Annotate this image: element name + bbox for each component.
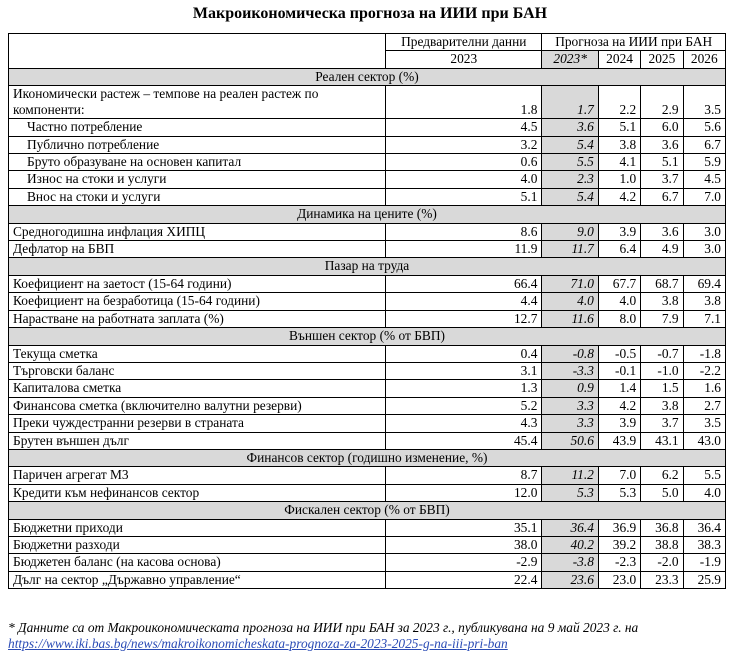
value-2026: 5.6 xyxy=(683,119,725,136)
table-row xyxy=(9,467,726,484)
section-header-row xyxy=(9,68,726,85)
section-title: Реален сектор (%) xyxy=(9,68,726,85)
value-prelim-2023: 3.1 xyxy=(386,362,542,379)
table-row xyxy=(9,86,726,119)
table-row xyxy=(9,484,726,501)
value-2024: 6.4 xyxy=(598,241,640,258)
section-header-row xyxy=(9,206,726,223)
value-2025: 2.9 xyxy=(641,86,683,119)
value-prelim-2023: 4.0 xyxy=(386,171,542,188)
value-2024: 1.4 xyxy=(598,380,640,397)
row-label: Дълг на сектор „Държавно управление“ xyxy=(9,571,386,588)
value-prelim-2023: 1.8 xyxy=(386,86,542,119)
value-2026: 36.4 xyxy=(683,519,725,536)
value-2024: -0.5 xyxy=(598,345,640,362)
table-row xyxy=(9,136,726,153)
section-header-row xyxy=(9,449,726,466)
value-prelim-2023: 0.6 xyxy=(386,154,542,171)
value-forecast-2023: 2.3 xyxy=(542,171,598,188)
row-label: Капиталова сметка xyxy=(9,380,386,397)
value-2026: 2.7 xyxy=(683,397,725,414)
table-row xyxy=(9,293,726,310)
row-label: Средногодишна инфлация ХИПЦ xyxy=(9,223,386,240)
value-prelim-2023: 38.0 xyxy=(386,536,542,553)
value-2025: 3.8 xyxy=(641,397,683,414)
value-forecast-2023: 5.4 xyxy=(542,188,598,205)
value-forecast-2023: 1.7 xyxy=(542,86,598,119)
value-2025: 6.7 xyxy=(641,188,683,205)
table-row xyxy=(9,119,726,136)
value-2026: 7.1 xyxy=(683,310,725,327)
header-year-2026: 2026 xyxy=(683,51,725,68)
section-header-row xyxy=(9,258,726,275)
value-2026: -1.9 xyxy=(683,554,725,571)
forecast-table xyxy=(8,33,726,589)
value-prelim-2023: 66.4 xyxy=(386,275,542,292)
value-prelim-2023: 3.2 xyxy=(386,136,542,153)
header-empty-cell xyxy=(9,34,386,69)
value-forecast-2023: 11.2 xyxy=(542,467,598,484)
row-label: Внос на стоки и услуги xyxy=(9,188,386,205)
row-label: Износ на стоки и услуги xyxy=(9,171,386,188)
value-2026: -1.8 xyxy=(683,345,725,362)
value-2026: 3.0 xyxy=(683,223,725,240)
table-row xyxy=(9,154,726,171)
row-label: Частно потребление xyxy=(9,119,386,136)
header-year-2025: 2025 xyxy=(641,51,683,68)
value-prelim-2023: 1.3 xyxy=(386,380,542,397)
value-2025: 38.8 xyxy=(641,536,683,553)
row-label: Коефициент на безработица (15-64 години) xyxy=(9,293,386,310)
value-2026: 5.5 xyxy=(683,467,725,484)
value-forecast-2023: 11.6 xyxy=(542,310,598,327)
table-row xyxy=(9,397,726,414)
section-header-row xyxy=(9,502,726,519)
footnote xyxy=(8,620,736,652)
row-label: Търговски баланс xyxy=(9,362,386,379)
row-label: Преки чуждестранни резерви в страната xyxy=(9,415,386,432)
row-label: Нарастване на работната заплата (%) xyxy=(9,310,386,327)
value-2026: 43.0 xyxy=(683,432,725,449)
value-2025: 3.6 xyxy=(641,223,683,240)
table-row xyxy=(9,188,726,205)
value-2026: 3.8 xyxy=(683,293,725,310)
value-2026: 25.9 xyxy=(683,571,725,588)
value-forecast-2023: 11.7 xyxy=(542,241,598,258)
value-prelim-2023: 35.1 xyxy=(386,519,542,536)
value-2025: 1.5 xyxy=(641,380,683,397)
section-title: Пазар на труда xyxy=(9,258,726,275)
value-2024: -2.3 xyxy=(598,554,640,571)
value-forecast-2023: 23.6 xyxy=(542,571,598,588)
value-forecast-2023: -0.8 xyxy=(542,345,598,362)
value-2024: 3.9 xyxy=(598,223,640,240)
value-forecast-2023: 0.9 xyxy=(542,380,598,397)
value-2024: 4.1 xyxy=(598,154,640,171)
value-prelim-2023: 5.2 xyxy=(386,397,542,414)
header-prelim-year: 2023 xyxy=(386,51,542,68)
value-forecast-2023: 3.3 xyxy=(542,397,598,414)
value-2024: -0.1 xyxy=(598,362,640,379)
value-prelim-2023: 5.1 xyxy=(386,188,542,205)
footnote-link[interactable]: https://www.iki.bas.bg/news/makroikonomicheskata-prognoza-za-2023-2025-g-na-iii-pri-ban xyxy=(8,636,508,651)
value-2024: 4.2 xyxy=(598,188,640,205)
value-2025: -2.0 xyxy=(641,554,683,571)
value-2024: 3.8 xyxy=(598,136,640,153)
row-label: Бюджетни разходи xyxy=(9,536,386,553)
value-2024: 43.9 xyxy=(598,432,640,449)
row-label: Брутен външен дълг xyxy=(9,432,386,449)
value-2025: 5.0 xyxy=(641,484,683,501)
table-row xyxy=(9,275,726,292)
value-forecast-2023: -3.3 xyxy=(542,362,598,379)
header-forecast-label: Прогноза на ИИИ при БАН xyxy=(542,34,726,51)
value-forecast-2023: 36.4 xyxy=(542,519,598,536)
value-2024: 5.3 xyxy=(598,484,640,501)
value-prelim-2023: 4.5 xyxy=(386,119,542,136)
table-row xyxy=(9,536,726,553)
row-label: Паричен агрегат М3 xyxy=(9,467,386,484)
value-forecast-2023: 5.5 xyxy=(542,154,598,171)
value-prelim-2023: 22.4 xyxy=(386,571,542,588)
value-2026: 4.5 xyxy=(683,171,725,188)
section-title: Динамика на цените (%) xyxy=(9,206,726,223)
value-prelim-2023: 8.7 xyxy=(386,467,542,484)
value-2025: 36.8 xyxy=(641,519,683,536)
value-2024: 23.0 xyxy=(598,571,640,588)
value-2025: 6.2 xyxy=(641,467,683,484)
table-row xyxy=(9,310,726,327)
value-2024: 4.0 xyxy=(598,293,640,310)
header-year-2023-forecast: 2023* xyxy=(542,51,598,68)
table-row xyxy=(9,554,726,571)
table-row xyxy=(9,380,726,397)
value-2026: 1.6 xyxy=(683,380,725,397)
value-prelim-2023: 4.4 xyxy=(386,293,542,310)
row-label: Икономически растеж – темпове на реален растеж по компоненти: xyxy=(9,86,386,119)
value-forecast-2023: 4.0 xyxy=(542,293,598,310)
value-2024: 3.9 xyxy=(598,415,640,432)
value-2025: 5.1 xyxy=(641,154,683,171)
table-row xyxy=(9,241,726,258)
value-2025: 7.9 xyxy=(641,310,683,327)
value-2025: 4.9 xyxy=(641,241,683,258)
value-2026: 5.9 xyxy=(683,154,725,171)
value-prelim-2023: 4.3 xyxy=(386,415,542,432)
value-2026: 69.4 xyxy=(683,275,725,292)
section-title: Финансов сектор (годишно изменение, %) xyxy=(9,449,726,466)
value-2026: 3.5 xyxy=(683,86,725,119)
value-2024: 2.2 xyxy=(598,86,640,119)
value-2025: 3.8 xyxy=(641,293,683,310)
page-title: Макроикономическа прогноза на ИИИ при БАН xyxy=(192,5,548,22)
value-forecast-2023: 5.3 xyxy=(542,484,598,501)
section-title: Външен сектор (% от БВП) xyxy=(9,328,726,345)
table-row xyxy=(9,171,726,188)
value-2024: 39.2 xyxy=(598,536,640,553)
row-label: Финансова сметка (включително валутни резерви) xyxy=(9,397,386,414)
value-prelim-2023: 11.9 xyxy=(386,241,542,258)
value-prelim-2023: 8.6 xyxy=(386,223,542,240)
value-2025: 3.7 xyxy=(641,171,683,188)
value-prelim-2023: 12.0 xyxy=(386,484,542,501)
table-row xyxy=(9,519,726,536)
value-forecast-2023: 9.0 xyxy=(542,223,598,240)
value-2026: 38.3 xyxy=(683,536,725,553)
value-2025: 3.6 xyxy=(641,136,683,153)
table-row xyxy=(9,571,726,588)
header-prelim-label: Предварителни данни xyxy=(386,34,542,51)
table-row xyxy=(9,432,726,449)
value-prelim-2023: 0.4 xyxy=(386,345,542,362)
value-2025: 3.7 xyxy=(641,415,683,432)
value-prelim-2023: 12.7 xyxy=(386,310,542,327)
value-2025: -1.0 xyxy=(641,362,683,379)
row-label: Текуща сметка xyxy=(9,345,386,362)
row-label: Публично потребление xyxy=(9,136,386,153)
value-2024: 36.9 xyxy=(598,519,640,536)
value-2026: 6.7 xyxy=(683,136,725,153)
row-label: Бюджетен баланс (на касова основа) xyxy=(9,554,386,571)
value-2026: -2.2 xyxy=(683,362,725,379)
value-2025: 6.0 xyxy=(641,119,683,136)
table-row xyxy=(9,345,726,362)
value-forecast-2023: -3.8 xyxy=(542,554,598,571)
value-2026: 3.5 xyxy=(683,415,725,432)
section-header-row xyxy=(9,328,726,345)
row-label: Бруто образуване на основен капитал xyxy=(9,154,386,171)
value-2024: 67.7 xyxy=(598,275,640,292)
value-prelim-2023: -2.9 xyxy=(386,554,542,571)
value-2024: 5.1 xyxy=(598,119,640,136)
value-2026: 7.0 xyxy=(683,188,725,205)
footnote-text: * Данните са от Макроикономическата прогноза на ИИИ при БАН за 2023 г., публикувана на 9 май 2023 г. на xyxy=(8,620,639,635)
table-row xyxy=(9,223,726,240)
table-row xyxy=(9,362,726,379)
value-forecast-2023: 5.4 xyxy=(542,136,598,153)
value-2026: 3.0 xyxy=(683,241,725,258)
row-label: Бюджетни приходи xyxy=(9,519,386,536)
value-2025: -0.7 xyxy=(641,345,683,362)
value-forecast-2023: 3.6 xyxy=(542,119,598,136)
value-2025: 43.1 xyxy=(641,432,683,449)
value-forecast-2023: 40.2 xyxy=(542,536,598,553)
section-title: Фискален сектор (% от БВП) xyxy=(9,502,726,519)
value-2024: 8.0 xyxy=(598,310,640,327)
table-row xyxy=(9,415,726,432)
value-2025: 68.7 xyxy=(641,275,683,292)
value-2025: 23.3 xyxy=(641,571,683,588)
header-year-2024: 2024 xyxy=(598,51,640,68)
value-2026: 4.0 xyxy=(683,484,725,501)
row-label: Коефициент на заетост (15-64 години) xyxy=(9,275,386,292)
value-forecast-2023: 71.0 xyxy=(542,275,598,292)
value-2024: 7.0 xyxy=(598,467,640,484)
value-prelim-2023: 45.4 xyxy=(386,432,542,449)
row-label: Кредити към нефинансов сектор xyxy=(9,484,386,501)
value-2024: 4.2 xyxy=(598,397,640,414)
value-2024: 1.0 xyxy=(598,171,640,188)
value-forecast-2023: 50.6 xyxy=(542,432,598,449)
value-forecast-2023: 3.3 xyxy=(542,415,598,432)
row-label: Дефлатор на БВП xyxy=(9,241,386,258)
